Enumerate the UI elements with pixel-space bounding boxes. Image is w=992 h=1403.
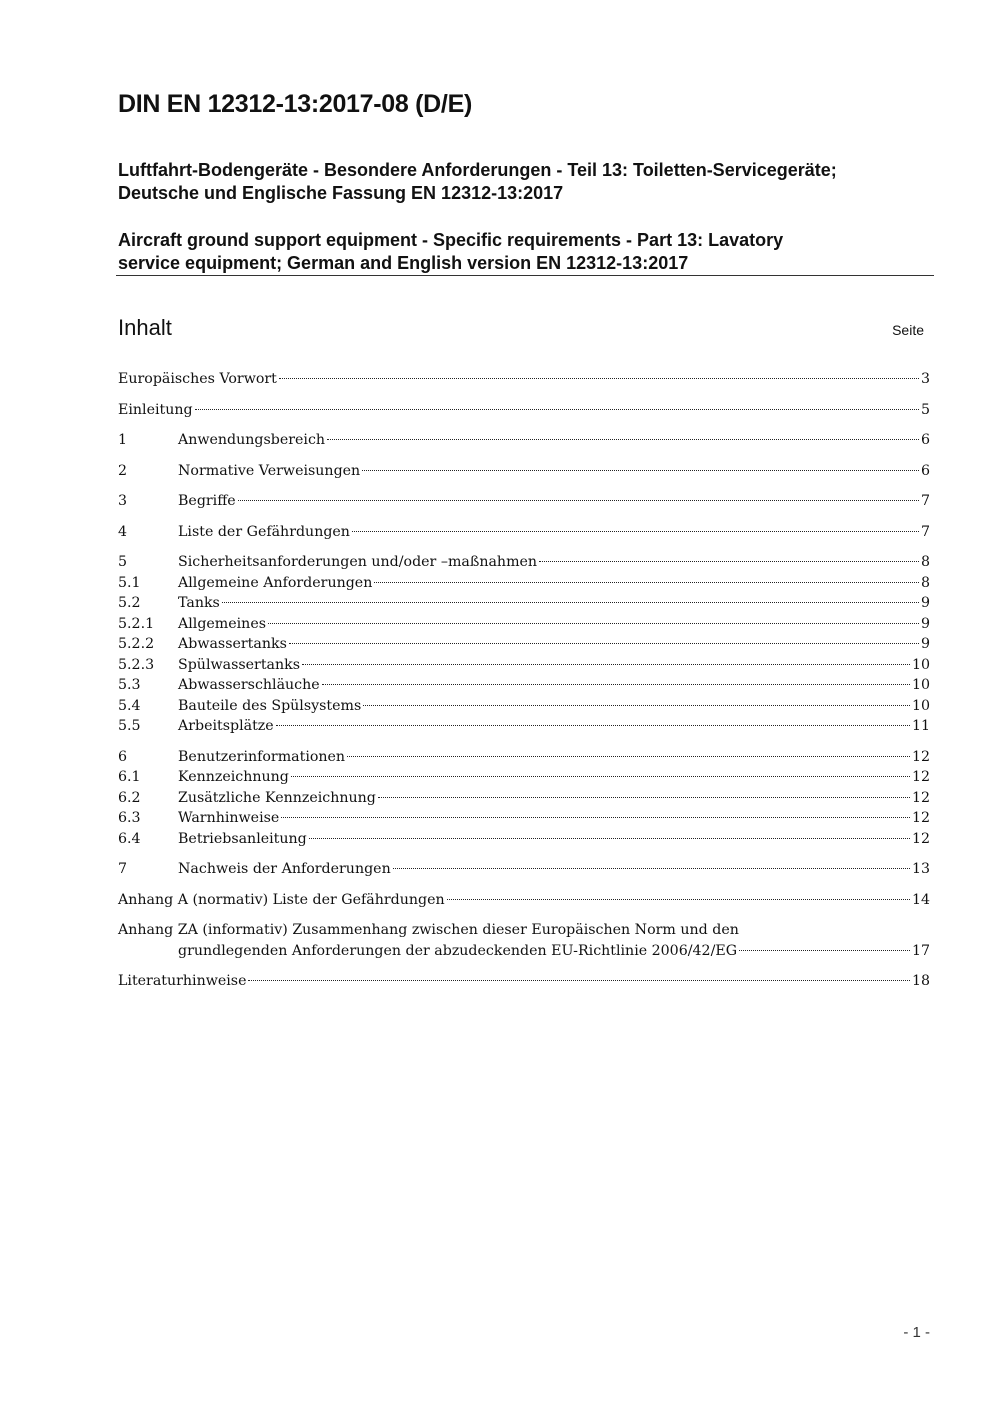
toc-entry-number: 5.2.2 [118,636,155,652]
toc-entry-page: 9 [920,595,930,611]
toc-entry-title: Literaturhinweise [118,973,247,989]
toc-page-column-label: Seite [892,322,924,338]
toc-dot-leader [363,705,910,706]
toc-dot-leader [222,602,919,603]
toc-entry-title: Benutzerinformationen [178,748,346,765]
toc-entry[interactable] [118,554,930,575]
toc-dot-leader [322,684,910,685]
toc-entry-number: 2 [118,462,128,479]
toc-dot-leader [281,817,910,818]
toc-entry-page: 7 [920,523,930,540]
toc-dot-leader [393,868,910,869]
toc-entry[interactable] [118,636,930,657]
toc-entry-continuation [118,943,930,964]
toc-entry[interactable] [118,657,930,678]
toc-entry-title: Arbeitsplätze [178,718,274,734]
toc-entry-page: 12 [911,810,930,826]
toc-entry-title: Bauteile des Spülsystems [178,697,362,714]
toc-entry-title: Spülwassertanks [178,656,300,673]
subtitle-english [118,229,783,275]
toc-dot-leader [268,623,919,624]
toc-entry[interactable] [118,402,930,423]
toc-dot-leader [302,664,910,665]
toc-entry[interactable] [118,463,930,484]
toc-entry-number: 5.3 [118,677,141,693]
toc-entry-page: 8 [920,554,930,570]
toc-entry-number: 6 [118,748,128,765]
subtitle-german-line-2: Deutsche und Englische Fassung EN 12312-13:2017 [118,183,564,203]
toc-dot-leader [539,561,919,562]
toc-entry[interactable] [118,892,930,913]
toc-entry-title: Nachweis der Anforderungen [178,861,391,877]
toc-dot-leader [276,725,910,726]
toc-entry-page: 6 [920,462,930,479]
toc-entry-title: Allgemeine Anforderungen [178,574,373,591]
toc-entry-page: 10 [911,697,930,714]
toc-entry-title: Europäisches Vorwort [118,371,277,387]
toc-entry-page: 12 [911,830,930,847]
toc-dot-leader [309,838,910,839]
toc-entry-page: 8 [920,574,930,591]
toc-entry-page: 13 [911,861,930,877]
toc-entry-title: Begriffe [178,493,236,509]
toc-entry-page: 9 [920,636,930,652]
toc-entry-number: 6.2 [118,789,141,806]
toc-entry-title: Allgemeines [178,615,266,632]
toc-entry-title: Abwassertanks [178,636,287,652]
toc-entry-page: 12 [911,789,930,806]
toc-entry-page: 12 [911,748,930,765]
toc-entry-number: 5.2.1 [118,615,155,632]
toc-entry[interactable] [118,790,930,811]
toc-entry[interactable] [118,432,930,453]
toc-entry-title: Warnhinweise [178,810,280,826]
document-title: DIN EN 12312-13:2017-08 (D/E) [118,90,472,118]
toc-entry[interactable] [118,769,930,790]
toc-entry-title: Tanks [178,595,220,611]
toc-entry-title: Kennzeichnung [178,769,289,785]
toc-entry-title: Abwasserschläuche [178,677,320,693]
toc-entry[interactable] [118,371,930,392]
toc-entry-page: 10 [911,656,930,673]
toc-entry-page: 18 [911,973,930,989]
toc-dot-leader [362,470,919,471]
toc-entry-number: 5 [118,554,128,570]
toc-entry-title: Normative Verweisungen [178,462,361,479]
subtitle-german-line-1: Luftfahrt-Bodengeräte - Besondere Anforderungen - Teil 13: Toiletten-Servicegeräte; [118,160,837,180]
toc-entry-number: 5.1 [118,574,141,591]
toc-entry-page: 10 [911,677,930,693]
toc-entry[interactable] [118,831,930,852]
toc-entry-number: 3 [118,493,128,509]
toc-entry-page: 14 [911,891,930,908]
toc-dot-leader [289,643,919,644]
toc-entry-page: 9 [920,615,930,632]
subtitle-english-line-2: service equipment; German and English version EN 12312-13:2017 [118,253,689,273]
toc-entry[interactable] [118,922,930,963]
toc-entry[interactable] [118,718,930,739]
toc-entry-number: 7 [118,861,128,877]
toc-entry-page: 11 [911,718,930,734]
toc-dot-leader [238,500,919,501]
toc-entry[interactable] [118,861,930,882]
toc-entry-page: 3 [920,371,930,387]
toc-entry-number: 5.2 [118,595,141,611]
toc-entry-title: Betriebsanleitung [178,830,307,847]
toc-entry[interactable] [118,575,930,596]
toc-entry-title: Anhang ZA (informativ) Zusammenhang zwischen dieser Europäischen Norm und den [118,922,739,938]
page-number: - 1 - [903,1324,930,1341]
toc-entry-title: Anhang A (normativ) Liste der Gefährdungen [118,891,445,908]
toc-entry-page: 6 [920,432,930,448]
toc-dot-leader [447,899,910,900]
toc-dot-leader [195,409,919,410]
toc-entry[interactable] [118,524,930,545]
toc-entry-title: Liste der Gefährdungen [178,523,350,540]
toc-entry[interactable] [118,698,930,719]
toc-dot-leader [327,439,919,440]
toc-entry-title: Anwendungsbereich [178,432,326,448]
toc-entry-number: 5.2.3 [118,656,155,673]
toc-entry-number: 5.5 [118,718,141,734]
toc-entry[interactable] [118,973,930,994]
toc-dot-leader [347,756,910,757]
toc-entry-title-line-2: grundlegenden Anforderungen der abzudeckenden EU-Richtlinie 2006/42/EG [178,942,738,959]
toc-entry-title: Sicherheitsanforderungen und/oder –maßnahmen [178,554,538,570]
toc-entry-number: 6.3 [118,810,141,826]
toc-entry[interactable] [118,616,930,637]
toc-entry-page: 5 [920,401,930,418]
toc-entry-number: 6.1 [118,769,141,785]
toc-dot-leader [279,378,919,379]
table-of-contents [118,371,930,994]
toc-heading: Inhalt [118,315,172,340]
toc-entry[interactable] [118,810,930,831]
toc-entry-number: 1 [118,432,128,448]
toc-entry-page: 7 [920,493,930,509]
toc-entry-page: 17 [911,942,930,959]
toc-entry[interactable] [118,749,930,770]
toc-entry-number: 6.4 [118,830,141,847]
header-divider [116,275,934,276]
toc-entry-title: Einleitung [118,401,193,418]
toc-dot-leader [739,950,910,951]
toc-entry-number: 5.4 [118,697,141,714]
toc-entry[interactable] [118,677,930,698]
toc-dot-leader [378,797,910,798]
toc-entry-title: Zusätzliche Kennzeichnung [178,789,376,806]
toc-dot-leader [352,531,919,532]
toc-entry[interactable] [118,595,930,616]
toc-entry-page: 12 [911,769,930,785]
toc-dot-leader [374,582,919,583]
toc-dot-leader [291,776,910,777]
toc-entry-number: 4 [118,523,128,540]
subtitle-german [118,159,837,205]
toc-dot-leader [248,980,909,981]
toc-entry[interactable] [118,493,930,514]
subtitle-english-line-1: Aircraft ground support equipment - Specific requirements - Part 13: Lavatory [118,230,784,250]
